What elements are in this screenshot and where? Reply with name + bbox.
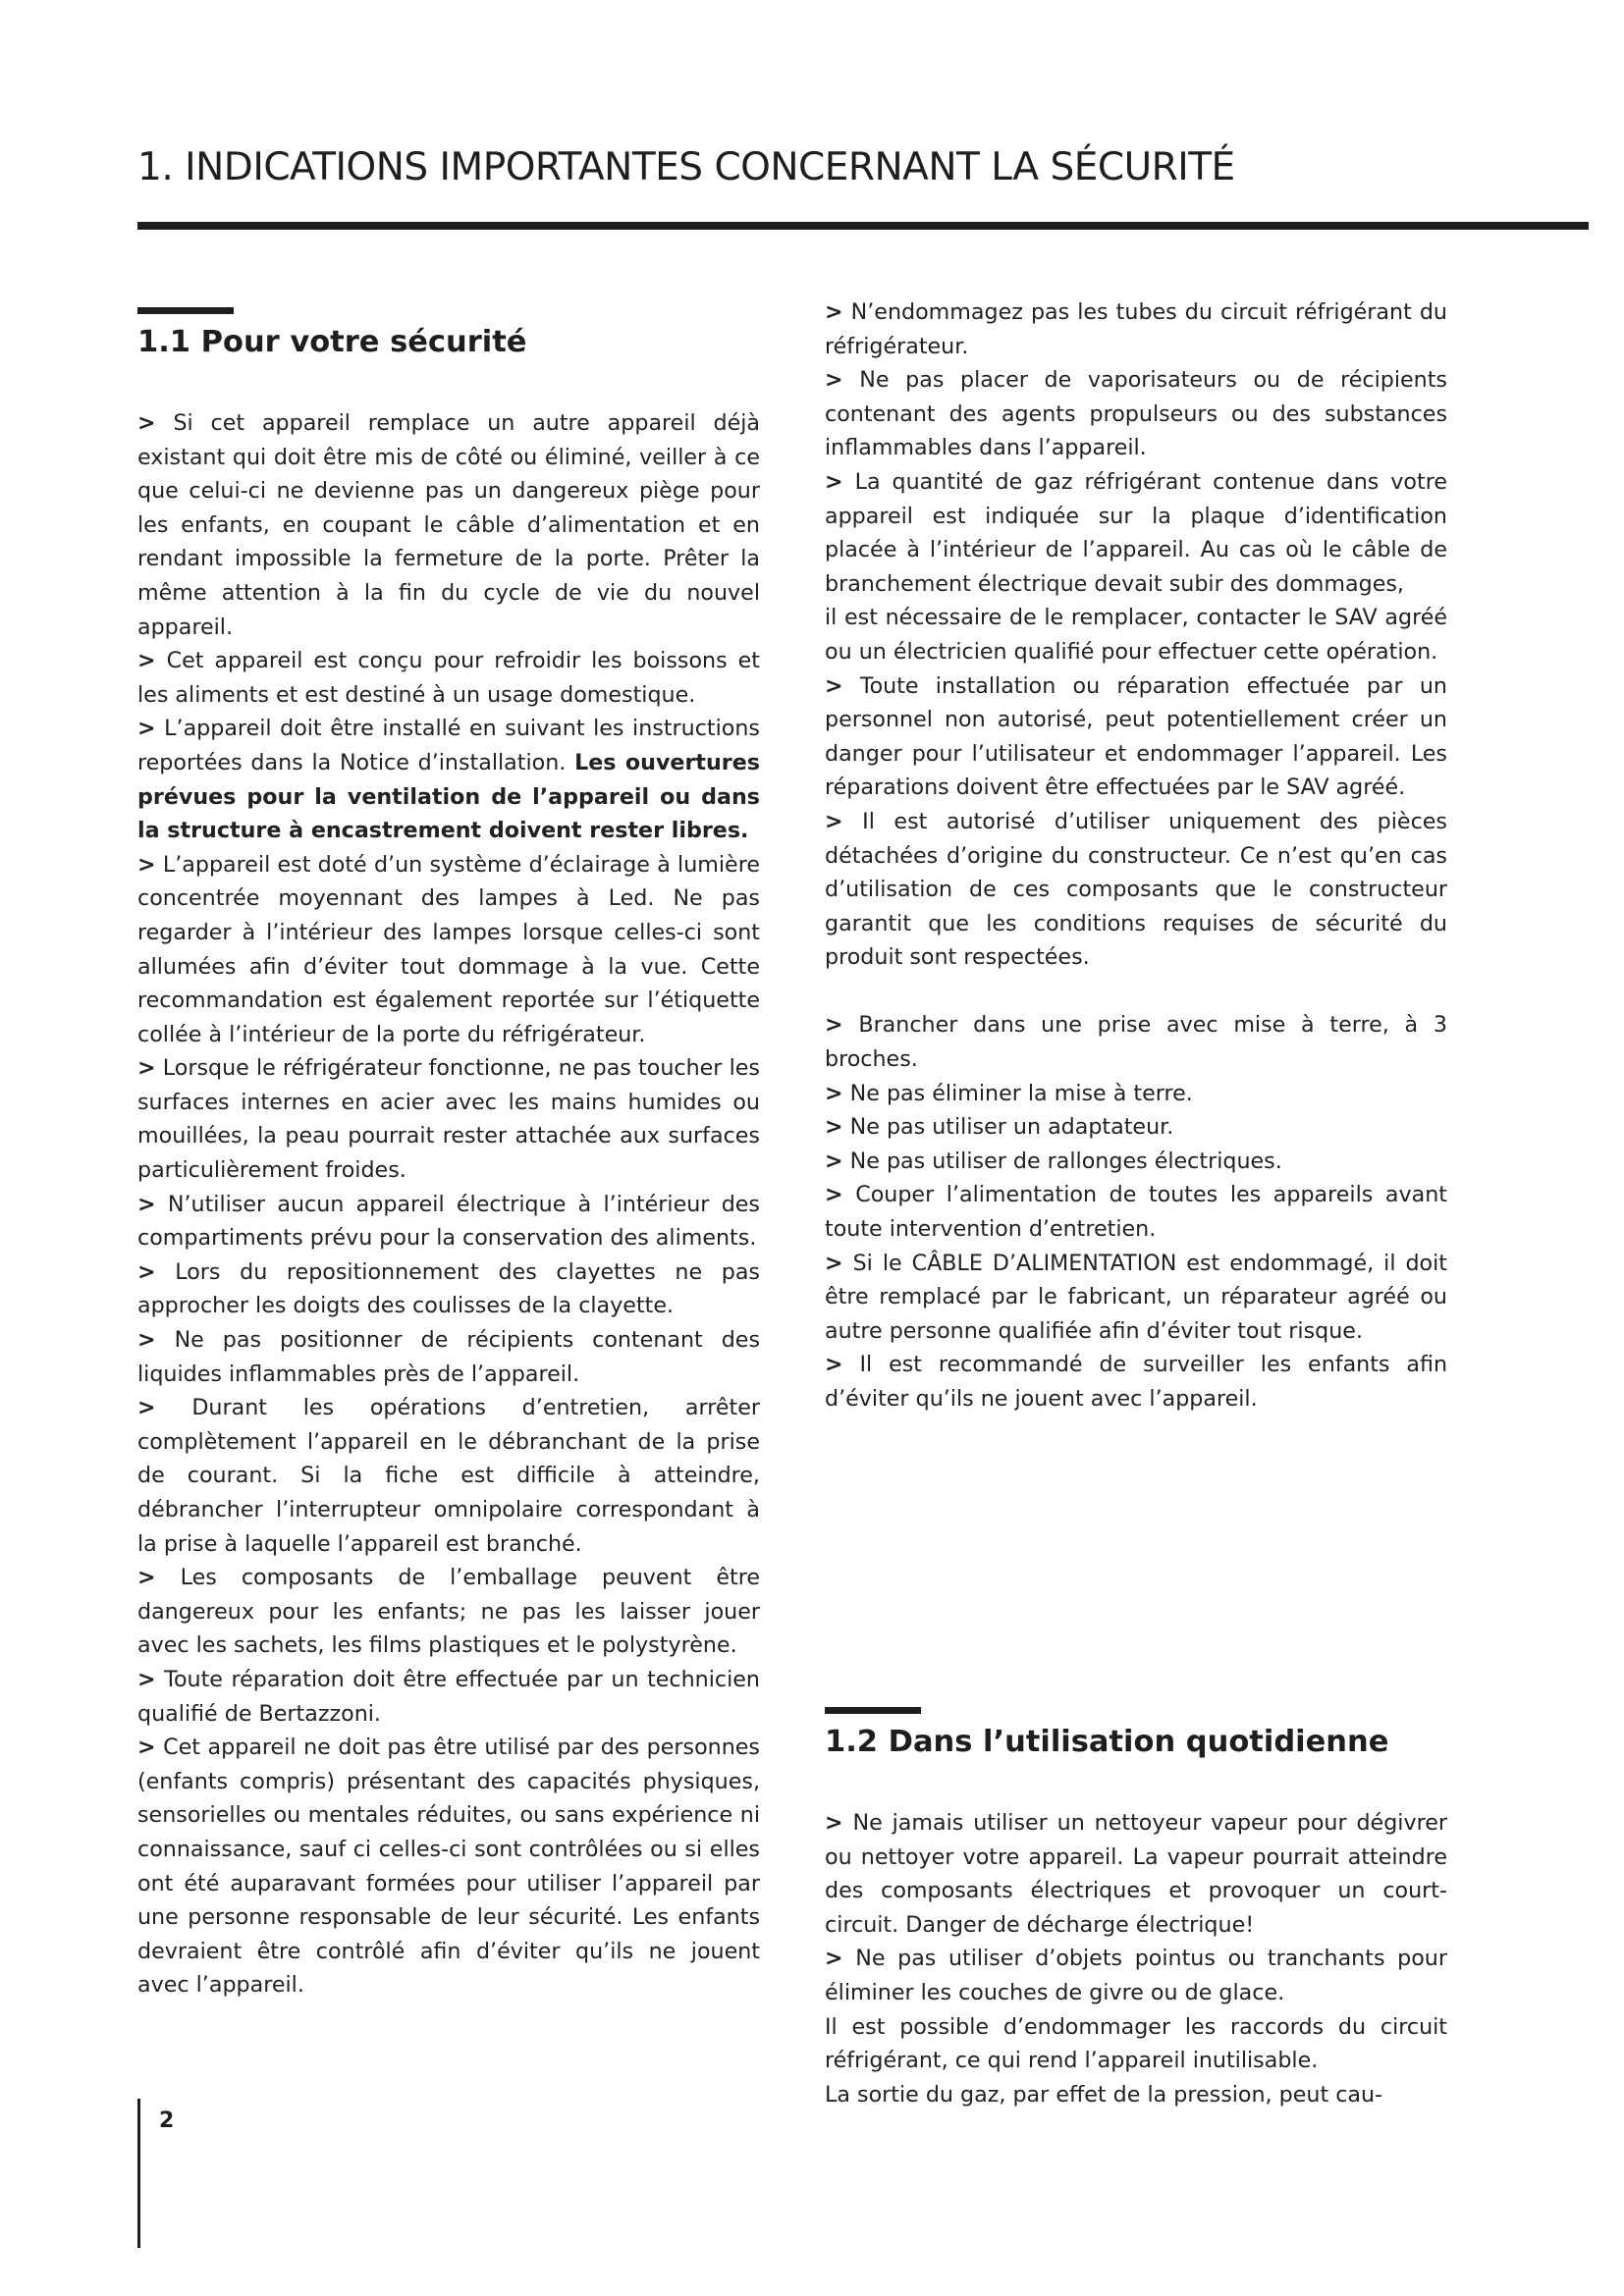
column-left	[137, 307, 760, 2002]
paragraph: > Ne pas utiliser d’objets pointus ou tranchants pour éliminer les couches de givre ou de glace.	[825, 1946, 1447, 2005]
column-right-section2	[825, 1707, 1447, 2111]
paragraph: > Ne jamais utiliser un nettoyeur vapeur pour dégivrer ou nettoyer votre appareil. La vapeur pourrait atteindre des composants électriques et provoquer un court-circuit. Danger de décharge électrique!	[825, 1810, 1447, 1938]
paragraph: > Toute réparation doit être effectuée par un technicien qualifié de Bertazzoni.	[137, 1666, 760, 1727]
bold-warning: Les ouvertures prévues pour la ventilation de l’appareil ou dans la structure à encastrement doivent rester libres.	[137, 749, 760, 844]
paragraph: > Ne pas placer de vaporisateurs ou de récipients contenant des agents propulseurs ou des substances inflammables dans l’appareil.	[825, 367, 1447, 461]
paragraph: > Ne pas éliminer la mise à terre.	[825, 1080, 1193, 1106]
paragraph: > La quantité de gaz réfrigérant contenue dans votre appareil est indiquée sur la plaque d’identification placée à l’intérieur de l’appareil. Au cas où le câble de branchement électrique devait subir des dommages,	[825, 468, 1447, 597]
paragraph: > N’endommagez pas les tubes du circuit réfrigérant du réfrigérateur.	[825, 299, 1447, 359]
paragraph: > Lors du repositionnement des clayettes ne pas approcher les doigts des coulisses de la clayette.	[137, 1258, 760, 1319]
paragraph: > L’appareil doit être installé en suivant les instructions reportées dans la Notice d’installation. Les ouvertures prévues pour la ventilation de l’appareil ou dans la structure à encastrement doivent rester libres.	[137, 716, 760, 844]
spacer	[825, 975, 1447, 1009]
paragraph: il est nécessaire de le remplacer, contacter le SAV agréé ou un électricien qualifié pour effectuer cette opération.	[825, 605, 1447, 665]
paragraph: > Si le CÂBLE D’ALIMENTATION est endommagé, il doit être remplacé par le fabricant, un réparateur agréé ou autre personne qualifiée afin d’éviter tout risque.	[825, 1250, 1447, 1344]
paragraph: > Brancher dans une prise avec mise à terre, à 3 broches.	[825, 1012, 1447, 1073]
paragraph: > Ne pas utiliser un adaptateur.	[825, 1114, 1174, 1141]
column-right	[825, 295, 1447, 1416]
section-heading: 1.1 Pour votre sécurité	[137, 325, 527, 359]
page-title: 1. INDICATIONS IMPORTANTES CONCERNANT LA SÉCURITÉ	[137, 145, 1235, 189]
paragraph: > Durant les opérations d’entretien, arrêter complètement l’appareil en le débranchant de la prise de courant. Si la fiche est difficile à atteindre, débrancher l’interrupteur omnipolaire correspondant à la prise à laquelle l’appareil est branché.	[137, 1395, 760, 1557]
paragraph: > Couper l’alimentation de toutes les appareils avant toute intervention d’entretien.	[825, 1182, 1447, 1243]
paragraph: > N’utiliser aucun appareil électrique à l’intérieur des compartiments prévu pour la conservation des aliments.	[137, 1191, 760, 1252]
page-number: 2	[159, 2109, 175, 2133]
paragraph: > Lorsque le réfrigérateur fonctionne, ne pas toucher les surfaces internes en acier avec les mains humides ou mouillées, la peau pourrait rester attachée aux surfaces particulièrement froides.	[137, 1055, 760, 1184]
paragraph: > Ne pas positionner de récipients contenant des liquides inflammables près de l’appareil.	[137, 1327, 760, 1387]
section-heading: 1.2 Dans l’utilisation quotidienne	[825, 1725, 1389, 1759]
paragraph: La sortie du gaz, par effet de la pression, peut cau-	[825, 2081, 1383, 2108]
paragraph: > Cet appareil est conçu pour refroidir les boissons et les aliments et est destiné à un usage domestique.	[137, 648, 760, 708]
page-number-rule	[137, 2099, 140, 2248]
paragraph: > Ne pas utiliser de rallonges électriques.	[825, 1148, 1282, 1174]
section-bar	[825, 1707, 921, 1714]
paragraph: > L’appareil est doté d’un système d’éclairage à lumière concentrée moyennant des lampes à Led. Ne pas regarder à l’intérieur des lampes lorsque celles-ci sont allumées afin d’éviter tout dommage à la vue. Cette recommandation est également reportée sur l’étiquette collée à l’intérieur de la porte du réfrigérateur.	[137, 851, 760, 1047]
paragraph: Il est possible d’endommager les raccords du circuit réfrigérant, ce qui rend l’appareil inutilisable.	[825, 2013, 1447, 2074]
paragraph: > Si cet appareil remplace un autre appareil déjà existant qui doit être mis de côté ou éliminé, veiller à ce que celui-ci ne devienne pas un dangereux piège pour les enfants, en coupant le câble d’alimentation et en rendant impossible la fermeture de la porte. Prêter la même attention à la fin du cycle de vie du nouvel appareil.	[137, 410, 760, 640]
paragraph: > Cet appareil ne doit pas être utilisé par des personnes (enfants compris) présentant des capacités physiques, sensorielles ou mentales réduites, ou sans expérience ni connaissance, sauf ci celles-ci sont contrôlées ou si elles ont été auparavant formées pour utiliser l’appareil par une personne responsable de leur sécurité. Les enfants devraient être contrôlé afin d’éviter qu’ils ne jouent avec l’appareil.	[137, 1735, 760, 1999]
paragraph: > Les composants de l’emballage peuvent être dangereux pour les enfants; ne pas les laisser jouer avec les sachets, les films plastiques et le polystyrène.	[137, 1565, 760, 1659]
paragraph: > Il est autorisé d’utiliser uniquement des pièces détachées d’origine du constructeur. Ce n’est qu’en cas d’utilisation de ces composants que le constructeur garantit que les conditions requises de sécurité du produit sont respectées.	[825, 808, 1447, 971]
paragraph: > Toute installation ou réparation effectuée par un personnel non autorisé, peut potentiellement créer un danger pour l’utilisateur et endommager l’appareil. Les réparations doivent être effectuées par le SAV agréé.	[825, 672, 1447, 801]
paragraph: > Il est recommandé de surveiller les enfants afin d’éviter qu’ils ne jouent avec l’appareil.	[825, 1352, 1448, 1412]
section-bar	[137, 307, 234, 314]
title-rule	[137, 222, 1589, 230]
